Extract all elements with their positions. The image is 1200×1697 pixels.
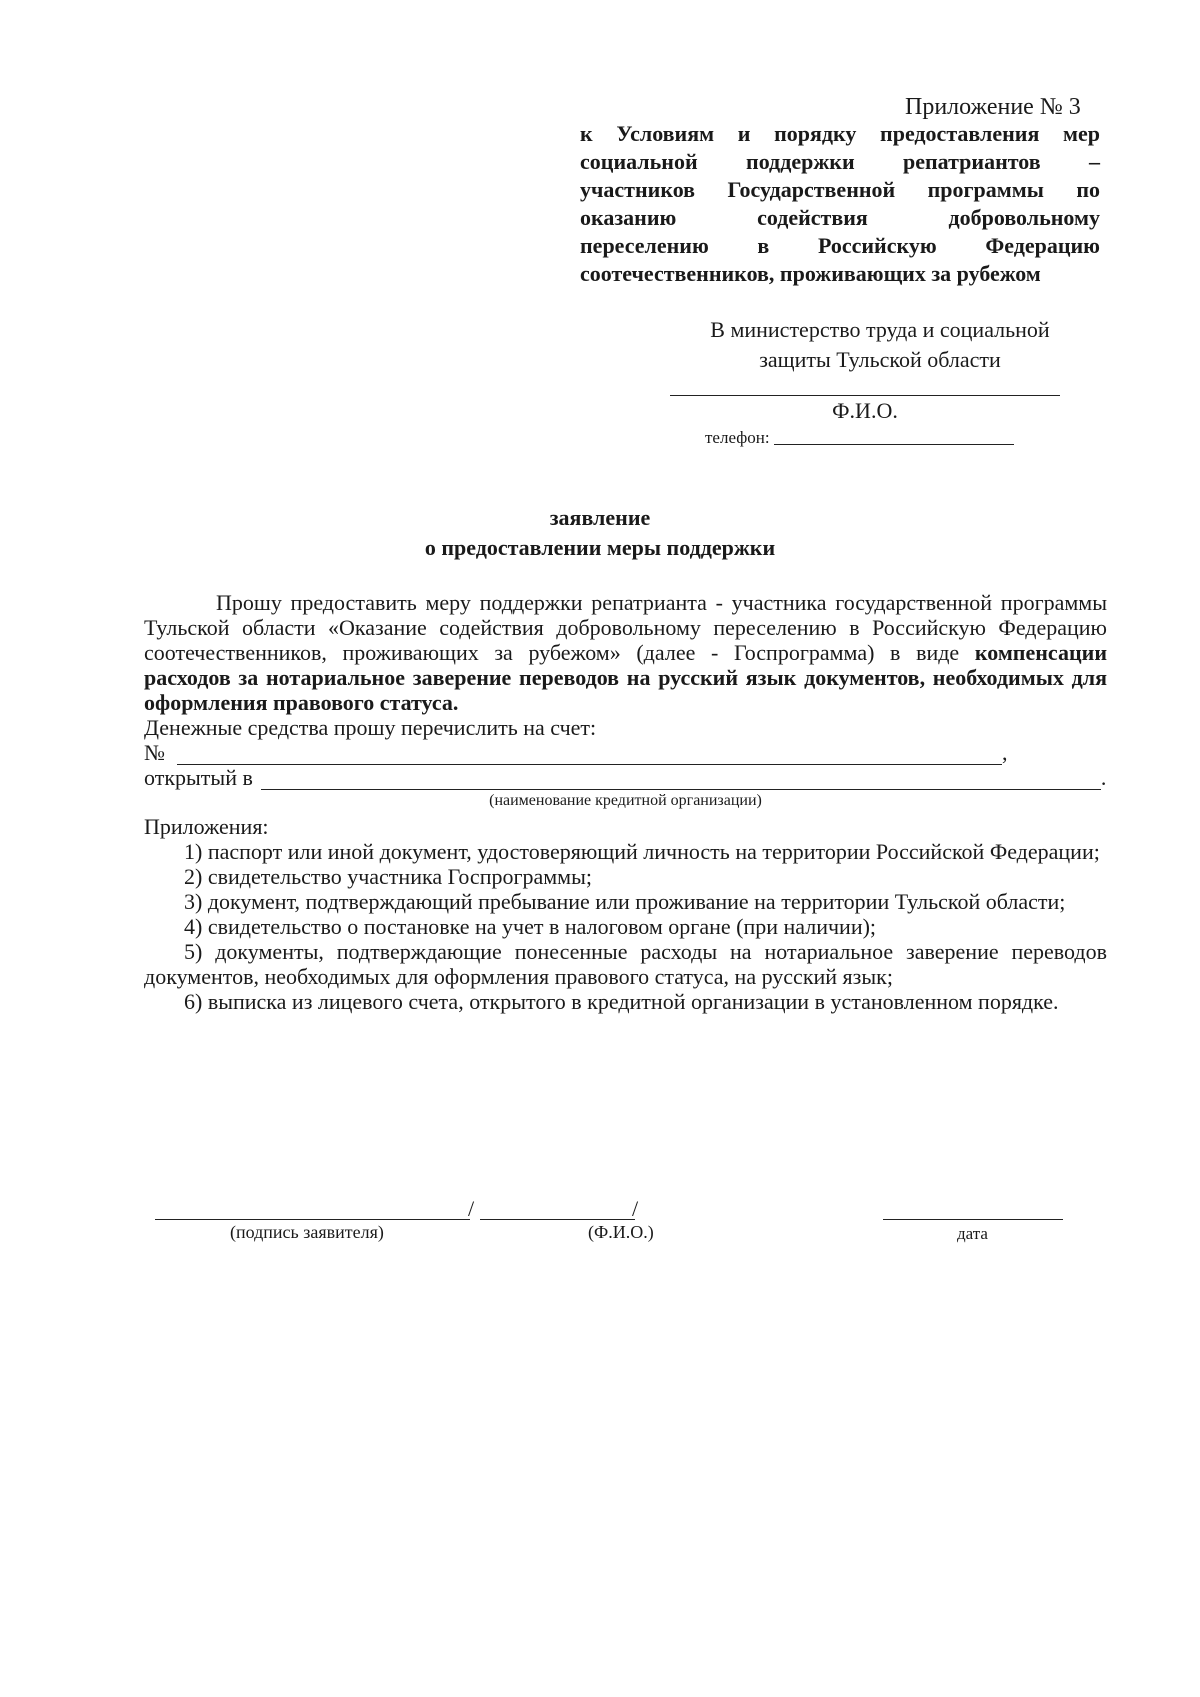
attachments-title: Приложения: xyxy=(144,814,269,839)
attachment-item: 5) документы, подтверждающие понесенные расходы на нотариальное заверение переводов документов, необходимых для оформления правового статуса, на русский язык; xyxy=(144,939,1107,989)
application-body xyxy=(144,590,1107,1014)
attachment-item: 2) свидетельство участника Госпрограммы; xyxy=(184,864,592,889)
appendix-reference-line: соотечественников, проживающих за рубежом xyxy=(580,261,1041,286)
phone-row xyxy=(705,428,1014,448)
appendix-reference-line: к Условиям и порядку предоставления мер xyxy=(580,121,1100,146)
bank-row xyxy=(144,765,1107,790)
addressee-line: В министерство труда и социальной xyxy=(710,317,1050,342)
applicant-fio-field[interactable] xyxy=(670,395,1060,396)
request-paragraph xyxy=(144,590,1107,715)
date-caption: дата xyxy=(957,1224,988,1243)
title-line: о предоставлении меры поддержки xyxy=(424,535,776,560)
signature-slash: / xyxy=(468,1196,475,1221)
account-number-field[interactable] xyxy=(177,744,1002,765)
account-end-mark: , xyxy=(1002,740,1008,765)
signature-fio-caption: (Ф.И.О.) xyxy=(588,1222,654,1242)
signature-fio-field[interactable] xyxy=(480,1218,635,1220)
applicant-fio-caption: Ф.И.О. xyxy=(832,398,898,423)
date-field[interactable] xyxy=(883,1218,1063,1220)
appendix-reference xyxy=(580,120,1100,288)
bank-name-field[interactable] xyxy=(261,769,1101,790)
appendix-reference-line: переселению в Российскую Федерацию xyxy=(580,233,1100,258)
account-row xyxy=(144,740,1107,765)
attachment-item: 3) документ, подтверждающий пребывание или проживание на территории Тульской области; xyxy=(184,889,1066,914)
attachment-item: 4) свидетельство о постановке на учет в налоговом органе (при наличии); xyxy=(184,914,877,939)
bank-caption: (наименование кредитной организации) xyxy=(489,792,762,809)
bank-end-mark: . xyxy=(1100,765,1107,790)
title-line: заявление xyxy=(549,505,651,530)
appendix-reference-line: социальной поддержки репатриантов – xyxy=(580,149,1100,174)
addressee-line: защиты Тульской области xyxy=(759,347,1001,372)
appendix-reference-line: оказанию содействия добровольному xyxy=(580,205,1100,230)
attachment-item: 6) выписка из лицевого счета, открытого в кредитной организации в установленном порядке. xyxy=(184,989,1059,1014)
signature-field[interactable] xyxy=(155,1218,470,1220)
request-text: Прошу предоставить меру поддержки репатрианта - участника государственной программы Тульской области «Оказание содействия добровольному переселению в Российскую Федерацию соотечественников, проживающих за рубежом» (далее - Госпрограмма) в виде xyxy=(144,590,1107,665)
addressee xyxy=(640,315,1120,375)
opened-label: открытый в xyxy=(144,765,253,790)
attachment-item: 1) паспорт или иной документ, удостоверяющий личность на территории Российской Федерации; xyxy=(184,839,1100,864)
phone-field[interactable] xyxy=(774,444,1014,445)
signature-caption: (подпись заявителя) xyxy=(230,1222,384,1242)
account-label: № xyxy=(144,740,165,765)
appendix-number: Приложение № 3 xyxy=(905,94,1081,120)
request-bold-text: компенсации расходов за нотариальное заверение переводов на русский язык документов, необходимых для оформления правового статуса. xyxy=(144,640,1107,715)
funds-line: Денежные средства прошу перечислить на счет: xyxy=(144,715,597,740)
fio-slash: / xyxy=(632,1196,639,1221)
phone-label: телефон: xyxy=(705,428,770,447)
document-title xyxy=(0,503,1200,563)
appendix-reference-line: участников Государственной программы по xyxy=(580,177,1100,202)
